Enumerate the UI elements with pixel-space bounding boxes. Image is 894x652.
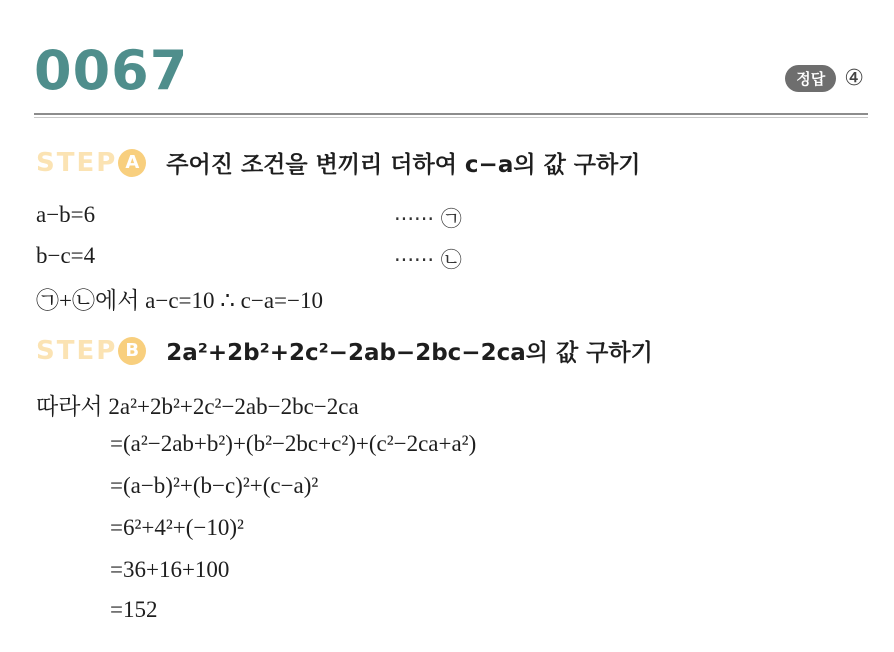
step-a-line-2: b−c=4 xyxy=(36,243,96,268)
step-b-line-2: =(a²−2ab+b²)+(b²−2bc+c²)+(c²−2ca+a²) xyxy=(110,431,477,456)
step-b-circle-icon: B xyxy=(118,337,146,365)
step-b-title: 2a²+2b²+2c²−2ab−2bc−2ca의 값 구하기 xyxy=(166,340,653,366)
step-a-line-1: a−b=6 xyxy=(36,202,96,227)
step-a-circle-icon: A xyxy=(118,149,146,177)
step-a-heading xyxy=(36,146,640,179)
header-divider-thin xyxy=(34,117,868,118)
step-b-line-3: =(a−b)²+(b−c)²+(c−a)² xyxy=(110,473,319,498)
step-a-word: STEP xyxy=(36,147,118,178)
step-b-line-4: =6²+4²+(−10)² xyxy=(110,515,244,540)
step-a-title: 주어진 조건을 변끼리 더하여 c−a의 값 구하기 xyxy=(166,152,641,178)
answer-value: ④ xyxy=(844,66,864,91)
step-b-line-6: =152 xyxy=(110,597,158,622)
answer-label-badge: 정답 xyxy=(785,65,836,92)
header-divider xyxy=(34,113,868,115)
step-a-tag-2: ······ ㉡ xyxy=(394,248,462,272)
step-a-tag-1: ······ ㉠ xyxy=(394,207,462,231)
answer-box xyxy=(785,65,864,92)
problem-number: 0067 xyxy=(34,39,189,102)
step-b-word: STEP xyxy=(36,335,118,366)
step-b-heading xyxy=(36,334,653,367)
step-b-line-5: =36+16+100 xyxy=(110,557,230,582)
step-b-line-1: 따라서 2a²+2b²+2c²−2ab−2bc−2ca xyxy=(36,394,359,419)
step-a-line-3: ㉠+㉡에서 a−c=10 ∴ c−a=−10 xyxy=(36,288,323,313)
